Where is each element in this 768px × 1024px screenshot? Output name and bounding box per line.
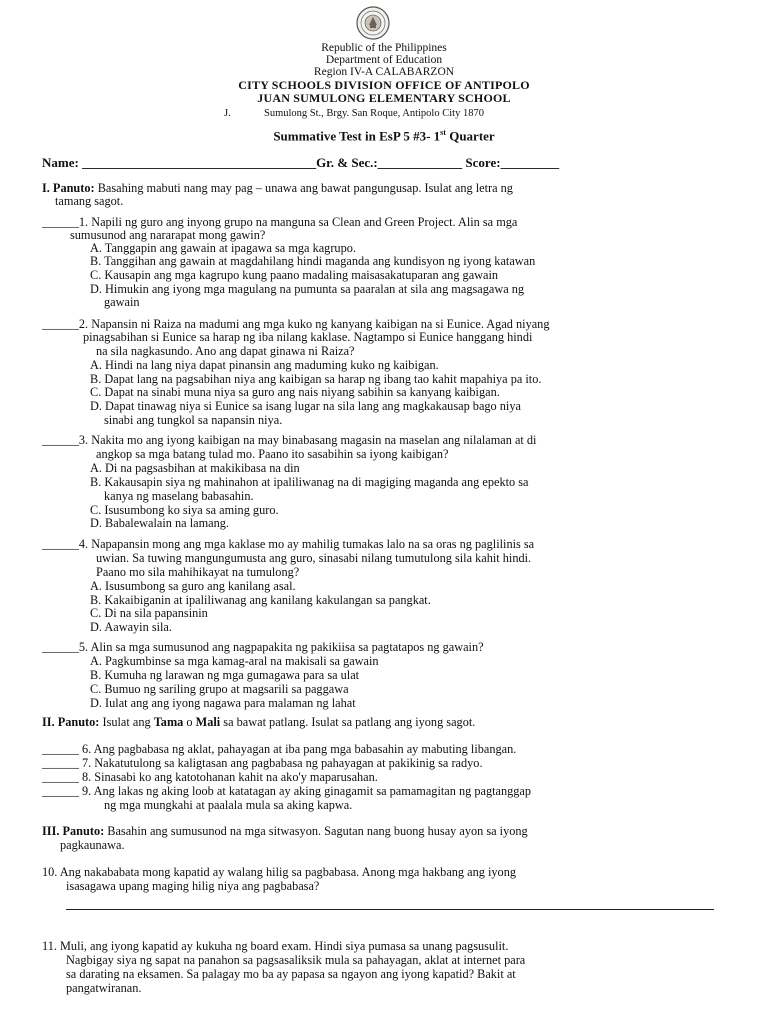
- q4-option-b: B. Kakaibiganin at ipaliliwanag ang kanilang kakulangan sa pangkat.: [90, 593, 431, 607]
- q1-option-b: B. Tanggihan ang gawain at magdahilang hindi maganda ang kundisyon ng iyong katawan: [90, 254, 536, 268]
- q4-stem-cont1: uwian. Sa tuwing mangungumusta ang guro, sinasabi nilang tumutulong sila kahit hindi.: [96, 551, 532, 565]
- part2-tama: Tama: [153, 715, 184, 729]
- q3-option-b: B. Kakausapin siya ng mahinahon at ipaliliwanag na di magiging maganda ang epekto sa: [90, 475, 529, 489]
- part2-instr-o: o: [183, 715, 196, 729]
- q3-option-c: C. Isusumbong ko siya sa aming guro.: [90, 503, 279, 517]
- q7: ______ 7. Nakatutulong sa kaligtasan ang pagbabasa ng pahayagan at pakikinig sa radyo.: [42, 756, 483, 770]
- q10-cont: isasagawa upang maging hilig niya ang pagbabasa?: [66, 879, 320, 893]
- q4-option-d: D. Aawayin sila.: [90, 620, 172, 634]
- q1-option-d-cont: gawain: [104, 295, 140, 309]
- q3-option-d: D. Babalewalain na lamang.: [90, 516, 229, 530]
- q5-stem: ______5. Alin sa mga sumusunod ang nagpapakita ng pakikiisa sa pagtatapos ng gawain?: [42, 640, 484, 654]
- address-text: Sumulong St., Brgy. San Roque, Antipolo City 1870: [264, 108, 484, 119]
- q5-option-d: D. Iulat ang ang iyong nagawa para malaman ng lahat: [90, 696, 356, 710]
- q3-stem: ______3. Nakita mo ang iyong kaibigan na may binabasang magasin na maselan ang nilalaman at di: [42, 433, 537, 447]
- q2-stem: ______2. Napansin ni Raiza na madumi ang mga kuko ng kanyang kaibigan na si Eunice. Agad niyang: [42, 317, 550, 331]
- q2-option-c: C. Dapat na sinabi muna niya sa guro ang nais niyang sabihin sa kanyang kaibigan.: [90, 385, 500, 399]
- q4-option-c: C. Di na sila papansinin: [90, 606, 208, 620]
- q3-stem-cont: angkop sa mga batang tulad mo. Paano ito sasabihin sa iyong kaibigan?: [96, 447, 449, 461]
- q11: 11. Muli, ang iyong kapatid ay kukuha ng board exam. Hindi siya pumasa sa unang pagsusulit.: [42, 939, 509, 953]
- title-main: Summative Test in EsP 5 #3- 1: [273, 128, 441, 144]
- department-line: Department of Education: [325, 54, 443, 66]
- republic-line: Republic of the Philippines: [321, 42, 447, 54]
- q4-stem-cont2: Paano mo sila mahihikayat na tumulong?: [96, 565, 300, 579]
- q5-option-a: A. Pagkumbinse sa mga kamag-aral na makisali sa gawain: [90, 654, 379, 668]
- q11-cont3: pangatwiranan.: [66, 981, 142, 995]
- q5-option-c: C. Bumuo ng sariling grupo at magsarili sa paggawa: [90, 682, 349, 696]
- part2-instruction: [42, 716, 475, 729]
- q2-option-d-cont: sinabi ang tungkol sa napansin niya.: [104, 413, 283, 427]
- q1-option-d: D. Himukin ang iyong mga magulang na pumunta sa paaralan at sila ang magsagawa ng: [90, 282, 525, 296]
- address-line: [224, 108, 484, 119]
- part1-instruction-cont: tamang sagot.: [55, 194, 124, 208]
- title-sup: st: [440, 128, 446, 137]
- q3-option-b-cont: kanya ng maselang babasahin.: [104, 489, 254, 503]
- q10: 10. Ang nakababata mong kapatid ay walang hilig sa pagbabasa. Anong mga hakbang ang iyong: [42, 865, 516, 879]
- q1-option-c: C. Kausapin ang mga kagrupo kung paano madaling maisasakatuparan ang gawain: [90, 268, 499, 282]
- q8: ______ 8. Sinasabi ko ang katotohanan kahit na ako'y maparusahan.: [42, 770, 378, 784]
- q1-option-a: A. Tanggapin ang gawain at ipagawa sa mga kagrupo.: [90, 241, 356, 255]
- q4-stem: ______4. Napapansin mong ang mga kaklase mo ay mahilig tumakas lalo na sa oras ng paglilinis sa: [42, 537, 535, 551]
- q3-option-a: A. Di na pagsasbihan at makikibasa na din: [90, 461, 300, 475]
- q10-answer-line[interactable]: [66, 909, 714, 910]
- part2-mali: Mali: [195, 715, 221, 729]
- q1-stem-cont: sumusunod ang nararapat mong gawin?: [70, 228, 266, 242]
- part2-heading: II. Panuto:: [42, 715, 100, 729]
- name-section-score-line[interactable]: Name: ____________________________________Gr. & Sec.:_____________ Score:_________: [42, 155, 560, 170]
- division-line: CITY SCHOOLS DIVISION OFFICE OF ANTIPOLO: [238, 78, 530, 92]
- deped-seal-icon: [356, 6, 390, 40]
- q2-option-d: D. Dapat tinawag niya si Eunice sa isang lugar na sila lang ang magkakausap bago niya: [90, 399, 521, 413]
- address-prefix: J.: [224, 108, 231, 119]
- part3-instruction-text: Basahin ang sumusunod na mga sitwasyon. Sagutan nang buong husay ayon sa iyong: [104, 824, 528, 838]
- part2-instr-b: sa bawat patlang. Isulat sa patlang ang iyong sagot.: [220, 715, 476, 729]
- q1-stem: ______1. Napili ng guro ang inyong grupo na manguna sa Clean and Green Project. Alin sa mga: [42, 215, 518, 229]
- q9: ______ 9. Ang lakas ng aking loob at katatagan ay aking ginagamit sa pamamagitan ng pagtanggap: [42, 784, 532, 798]
- q11-cont2: sa darating na eksamen. Sa palagay mo ba ay papasa sa ngayon ang iyong kapatid? Bakit at: [66, 967, 516, 981]
- q2-option-a: A. Hindi na lang niya dapat pinansin ang maduming kuko ng kaibigan.: [90, 358, 439, 372]
- part3-heading: III. Panuto:: [42, 824, 105, 838]
- q9-cont: ng mga mungkahi at paalala mula sa aking kapwa.: [104, 798, 353, 812]
- test-title: [0, 128, 768, 144]
- q2-option-b: B. Dapat lang na pagsabihan niya ang kaibigan sa harap ng ibang tao kahit mapahiya pa ito.: [90, 372, 542, 386]
- part1-heading: I. Panuto:: [42, 181, 95, 195]
- q11-cont1: Nagbigay siya ng sapat na panahon sa pagsasaliksik mula sa pahayagan, aklat at internet para: [66, 953, 526, 967]
- part1-instruction-text: Basahing mabuti nang may pag – unawa ang bawat pangungusap. Isulat ang letra ng: [94, 181, 513, 195]
- title-tail: Quarter: [445, 128, 495, 144]
- q4-option-a: A. Isusumbong sa guro ang kanilang asal.: [90, 579, 296, 593]
- part3-instruction-cont: pagkaunawa.: [60, 838, 125, 852]
- region-line: Region IV-A CALABARZON: [313, 66, 455, 78]
- q2-stem-cont2: na sila nagkasundo. Ano ang dapat ginawa ni Raiza?: [96, 344, 355, 358]
- q6: ______ 6. Ang pagbabasa ng aklat, pahayagan at iba pang mga babasahin ay mabuting libangan.: [42, 742, 517, 756]
- part2-instr-a: Isulat ang: [99, 715, 154, 729]
- q2-stem-cont1: pinagsabihan si Eunice sa harap ng iba nilang kaklase. Nagtampo si Eunice hanggang hindi: [83, 330, 533, 344]
- q5-option-b: B. Kumuha ng larawan ng mga gumagawa para sa ulat: [90, 668, 360, 682]
- school-line: JUAN SUMULONG ELEMENTARY SCHOOL: [257, 91, 511, 105]
- part3-instruction: [42, 825, 528, 838]
